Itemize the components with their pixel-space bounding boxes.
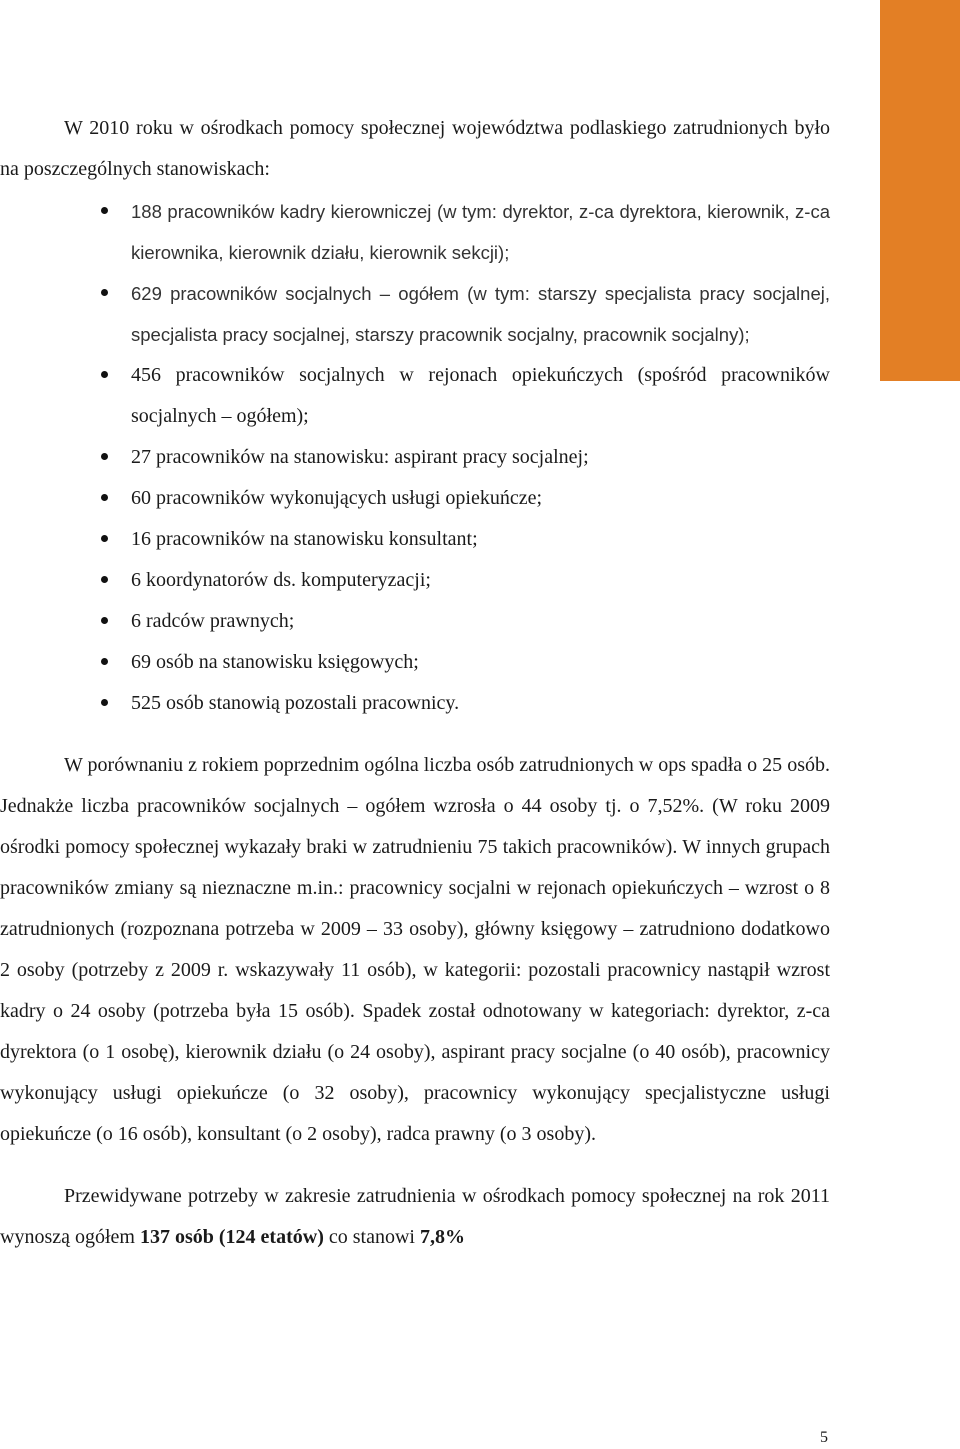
forecast-text-middle: co stanowi [323,1226,420,1248]
list-item: 27 pracowników na stanowisku: aspirant pracy socjalnej; [0,437,830,478]
list-item: 188 pracowników kadry kierowniczej (w tym: dyrektor, z-ca dyrektora, kierownik, z-ca kierownika, kierownik działu, kierownik sekcji); [0,191,830,273]
list-item: 629 pracowników socjalnych – ogółem (w tym: starszy specjalista pracy socjalnej, specjalista pracy socjalnej, starszy pracownik socjalny, pracownik socjalny); [0,273,830,355]
list-item: 69 osób na stanowisku księgowych; [0,642,830,683]
page-number: 5 [820,1429,828,1446]
forecast-text-start: Przewidywane potrzeby w zakresie zatrudnienia w ośrodkach pomocy społecznej na rok 2011 wynoszą ogółem [0,1185,830,1248]
list-item: 60 pracowników wykonujących usługi opiekuńcze; [0,478,830,519]
list-item: 456 pracowników socjalnych w rejonach opiekuńczych (spośród pracowników socjalnych – ogółem); [0,355,830,437]
list-item: 525 osób stanowią pozostali pracownicy. [0,683,830,724]
intro-paragraph: W 2010 roku w ośrodkach pomocy społecznej województwa podlaskiego zatrudnionych było na poszczególnych stanowiskach: [0,117,830,180]
list-item: 6 radców prawnych; [0,601,830,642]
forecast-paragraph [0,1176,830,1258]
comparison-paragraph: W porównaniu z rokiem poprzednim ogólna liczba osób zatrudnionych w ops spadła o 25 osób. Jednakże liczba pracowników socjalnych – ogółem wzrosła o 44 osoby tj. o 7,52%. (W roku 2009 ośrodki pomocy społecznej wykazały braki w zatrudnieniu 75 takich pracowników). W innych grupach pracowników zmiany są nieznaczne m.in.: pracownicy socjalni w rejonach opiekuńczych – wzrost o 8 zatrudnionych (rozpoznana potrzeba w 2009 – 33 osoby), główny księgowy – zatrudniono dodatkowo 2 osoby (potrzeby z 2009 r. wskazywały 11 osób), w kategorii: pozostali pracownicy nastąpił wzrost kadry o 24 osoby (potrzeba była 15 osób). Spadek został odnotowany w kategoriach: dyrektor, z-ca dyrektora (o 1 osobę), kierownik działu (o 24 osoby), aspirant pracy socjalne (o 40 osób), pracownicy wykonujący usługi opiekuńcze (o 32 osoby), pracownicy wykonujący specjalistyczne usługi opiekuńcze (o 16 osób), konsultant (o 2 osoby), radca prawny (o 3 osoby). [0,754,830,1145]
forecast-percent-bold: 7,8% [419,1226,465,1248]
document-body [0,108,830,1258]
list-item: 16 pracowników na stanowisku konsultant; [0,519,830,560]
orange-accent-bar [880,0,960,381]
staff-positions-list [0,191,830,724]
forecast-total-bold: 137 osób (124 etatów) [139,1226,324,1248]
list-item: 6 koordynatorów ds. komputeryzacji; [0,560,830,601]
